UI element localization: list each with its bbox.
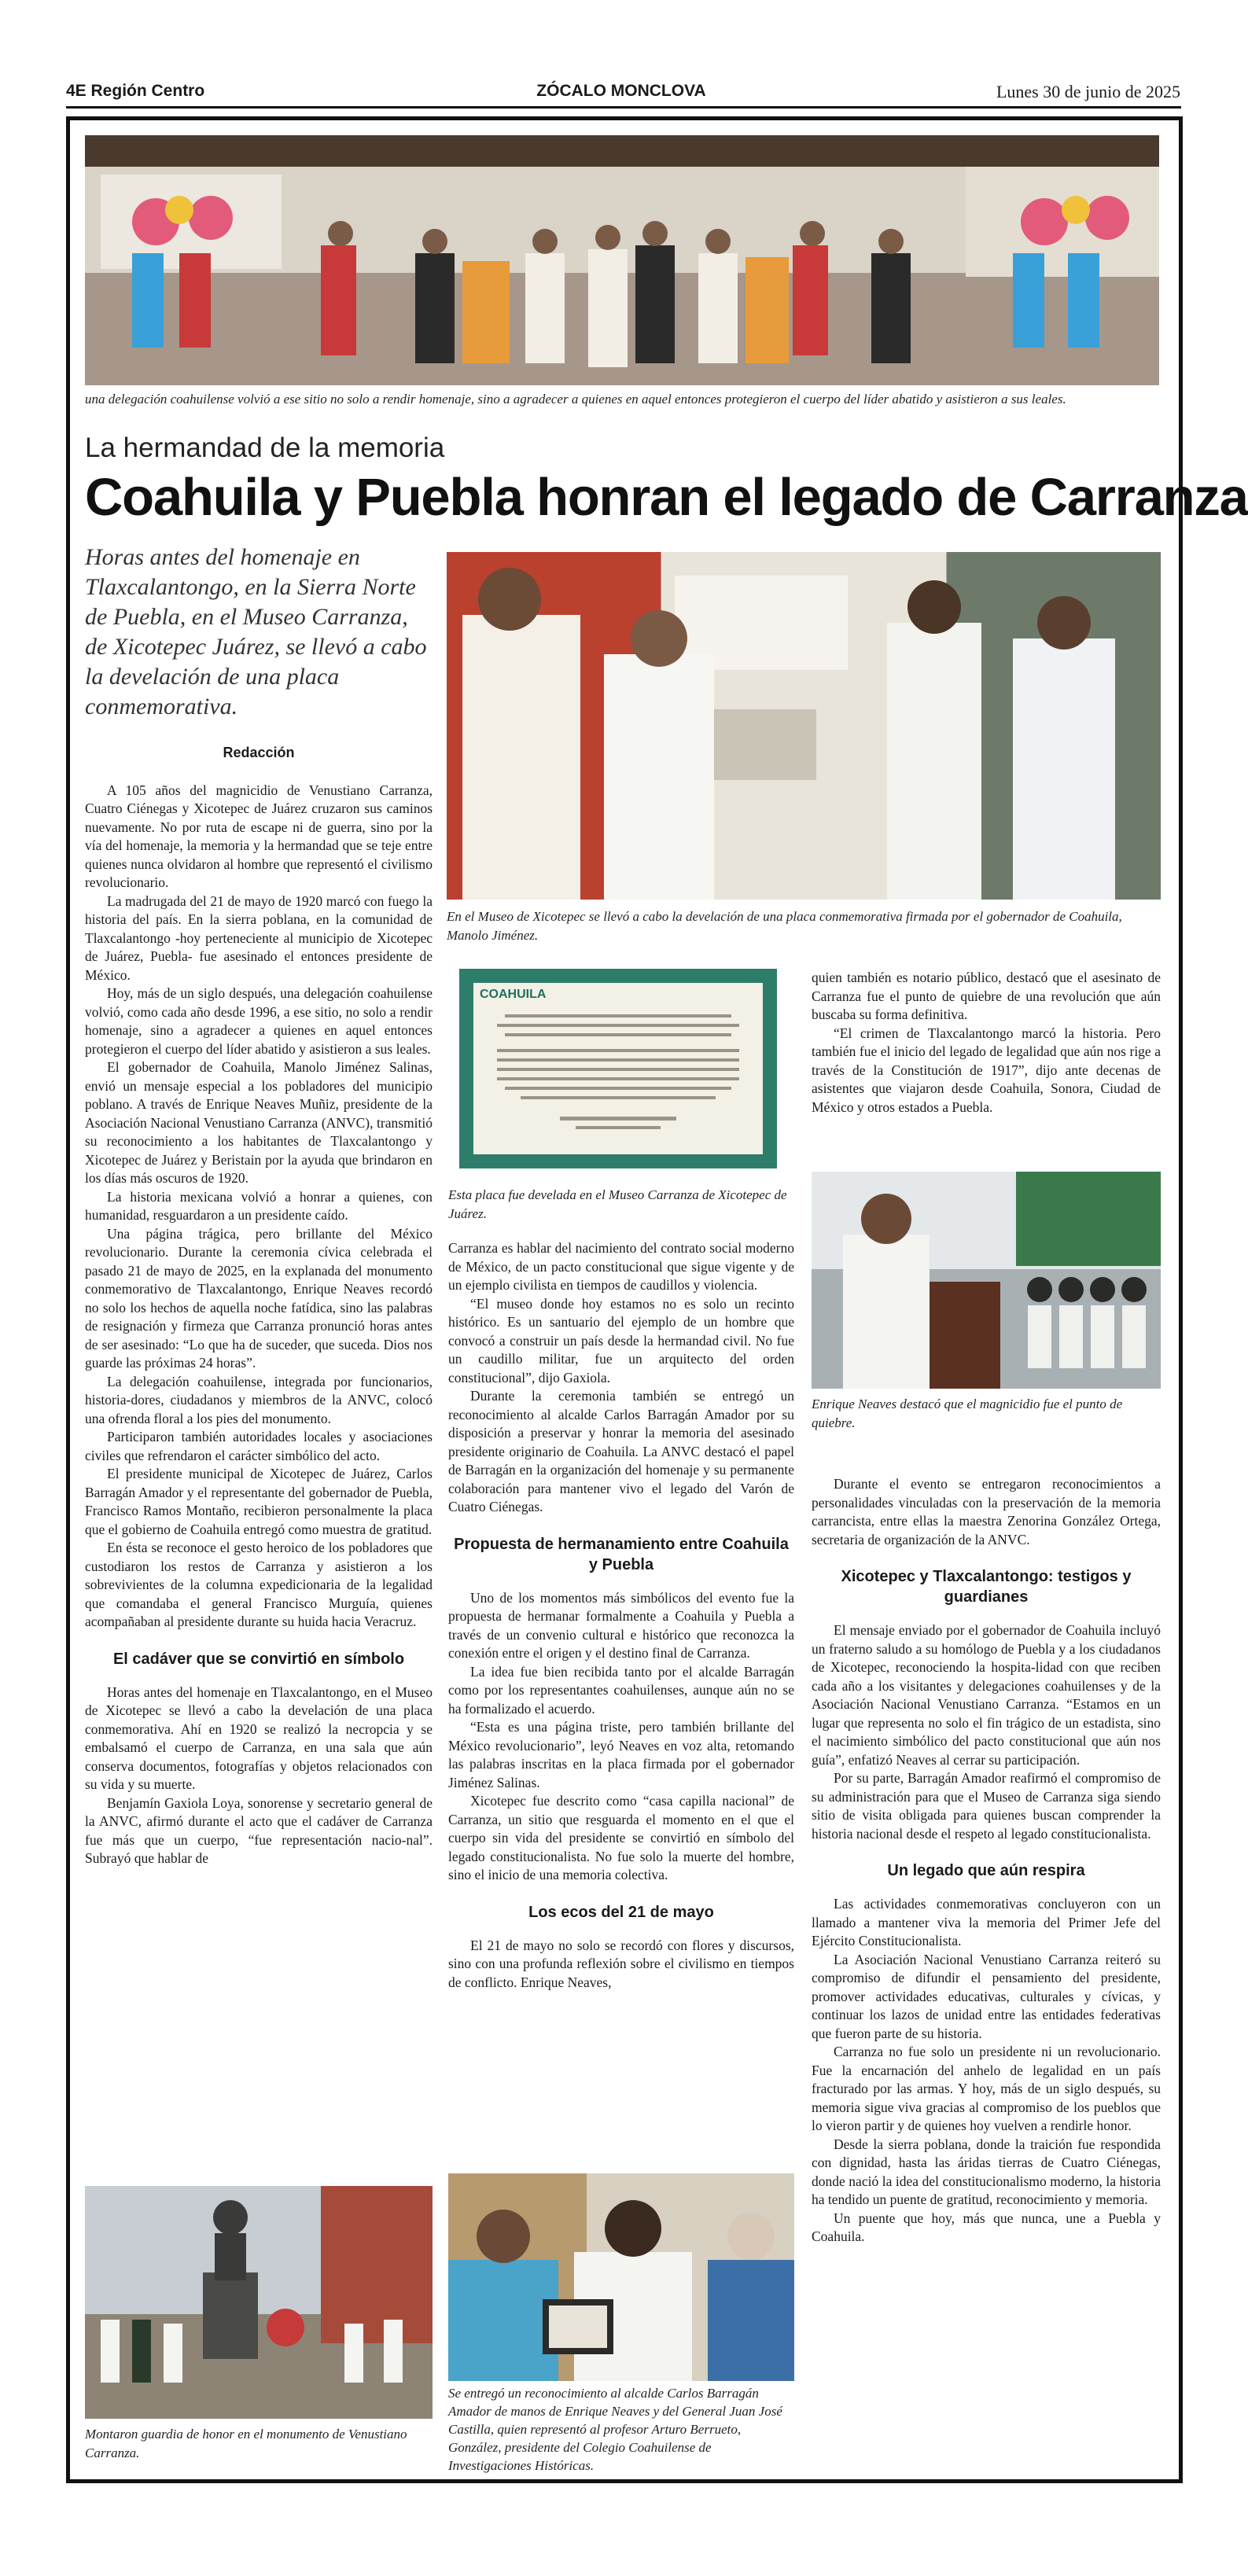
speaker-photo-figures: [812, 1172, 1161, 1389]
paragraph: La delegación coahuilense, integrada por funcionarios, historia-dores, ciudadanos y miembros de la ANVC, colocó una ofrenda floral a los pies del monumento.: [85, 1373, 433, 1426]
paragraph: Las actividades conmemorativas concluyeron con un llamado a mantener viva la memoria del Primer Jefe del Ejército Constitucionalista.: [812, 1896, 1161, 1949]
monument-photo-figures: [85, 2186, 433, 2419]
paragraph: El 21 de mayo no solo se recordó con flores y discursos, sino con una profunda reflexión sobre el civilismo en tiempos de conflicto. Enrique Neaves,: [448, 1937, 794, 1990]
paragraph: El presidente municipal de Xicotepec de Juárez, Carlos Barragán Amador y el representante del gobernador de Puebla, Francisco Ramos Montaño, recibieron personalmente la placa que el gobierno de Coahuila entregó como muestra de gratitud.: [85, 1466, 433, 1537]
unveiling-photo: [447, 552, 1161, 900]
group-photo: [85, 135, 1159, 385]
subheading: Propuesta de hermanamiento entre Coahuila y Puebla: [454, 1535, 789, 1573]
header-rule: [66, 106, 1181, 109]
plaque-photo: [459, 969, 777, 1168]
paragraph: El gobernador de Coahuila, Manolo Jiménez Salinas, envió un mensaje especial a los pobladores del municipio poblano. A través de Enrique Neaves Muñiz, presidente de la Asociación Nacional Venustiano Carranza (ANVC), transmitió su reconocimiento a los habitantes de Tlaxcalantongo y Xicotepec de Juárez y Beristain por la ayuda que brindaron en los días más oscuros de 1920.: [85, 1059, 433, 1186]
paragraph: Benjamín Gaxiola Loya, sonorense y secretario general de la ANVC, afirmó durante el acto que el cadáver de Carranza fue más que un cuerpo, “fue representación nacio-nal”. Subrayó que hablar de: [85, 1794, 433, 1866]
issue-date: Lunes 30 de junio de 2025: [996, 82, 1180, 101]
monument-photo-caption: Montaron guardia de honor en el monumento de Venustiano Carranza.: [85, 2427, 407, 2460]
publication-name: ZÓCALO MONCLOVA: [536, 82, 706, 100]
speaker-photo: [812, 1172, 1161, 1389]
subheading: Los ecos del 21 de mayo: [528, 1903, 714, 1921]
subheading: Un legado que aún respira: [887, 1862, 1085, 1879]
article-column-3-top: [812, 969, 1161, 1117]
unveiling-photo-figures: [447, 552, 1161, 900]
paragraph: A 105 años del magnicidio de Venustiano Carranza, Cuatro Ciénegas y Xicotepec de Juárez cruzaron sus caminos nuevamente. No por ruta de escape ni de guerra, sino por la vía del homenaje, la memoria y la hermandad que se teje entre quienes nunca olvidaron al hombre que representó el civilismo revolucionario.: [85, 782, 433, 890]
group-photo-figures: [85, 135, 1159, 385]
article-column-2: [448, 1239, 794, 1992]
paragraph: La madrugada del 21 de mayo de 1920 marcó con fuego la historia del país. En la sierra poblana, en la comunidad de Tlaxcalantongo -hoy perteneciente al municipio de Xicotepec de Juárez, Puebla- fue asesinado el entonces presidente de México.: [85, 892, 433, 983]
section-label: 4E Región Centro: [66, 82, 205, 100]
subheading: El cadáver que se convirtió en símbolo: [112, 1650, 405, 1668]
award-photo-caption: Se entregó un reconocimiento al alcalde Carlos Barragán Amador de manos de Enrique Neaves y del General Juan José Castilla, quien representó al profesor Arturo Berrueto, González, presidente del Colegio Coahuilense de Investigaciones Históricas.: [448, 2386, 782, 2473]
paragraph: “El museo donde hoy estamos no es solo un recinto histórico. Es un santuario del ejemplo de un hombre que convocó a construir un país desde la hermandad civil. No fue un caudillo militar, fue un arquitecto del orden constitucional”, dijo Gaxiola.: [448, 1295, 794, 1386]
headline: Coahuila y Puebla honran el legado de Carranza: [85, 468, 1248, 527]
top-photo-caption: una delegación coahuilense volvió a ese sitio no solo a rendir homenaje, sino a agradecer a quienes en aquel entonces protegieron el cuerpo del líder abatido y asistieron a sus leales.: [85, 392, 1066, 407]
speaker-photo-caption: Enrique Neaves destacó que el magnicidio fue el punto de quiebre.: [812, 1397, 1123, 1430]
paragraph: Horas antes del homenaje en Tlaxcalantongo, en el Museo de Xicotepec se llevó a cabo la develación de una placa conmemorativa. Ahí en 1920 se realizó la necropcia y se embalsamó el cuerpo de Carranza, en una sala que aún conserva documentos, fotografías y objetos relacionados con su vida y su muerte.: [85, 1684, 433, 1792]
paragraph: “Esta es una página triste, pero también brillante del México revolucionario”, leyó Neaves en voz alta, retomando las palabras inscritas en la placa firmada por el gobernador Jiménez Salinas.: [448, 1719, 794, 1790]
paragraph: Xicotepec fue descrito como “casa capilla nacional” de Carranza, un sitio que resguarda el momento en el que el cuerpo sin vida del presidente se convirtió en símbolo del legado constitucionalista. No fue solo la muerte del hombre, sino el inicio de una memoria colectiva.: [448, 1793, 794, 1882]
award-photo: [448, 2173, 794, 2381]
byline: Redacción: [223, 745, 295, 760]
paragraph: La historia mexicana volvió a honrar a quienes, con humanidad, resguardaron a un presidente caído.: [85, 1188, 433, 1223]
paragraph: La Asociación Nacional Venustiano Carranza reiteró su compromiso de difundir el pensamiento del presidente, promover actividades educativas, culturales y cívicas, y continuar los lazos de unidad entre las entidades federativas que fueron parte de su historia.: [812, 1951, 1161, 2041]
plaque-face: [473, 983, 763, 1154]
paragraph: En ésta se reconoce el gesto heroico de los pobladores que custodiaron los restos de Carranza y asistieron a los sobrevivientes de la columna expedicionaria de la legalidad que comandaba el general Francisco Murguía, quienes acompañaban al presidente durante su huida hacia Veracruz.: [85, 1540, 433, 1629]
paragraph: Uno de los momentos más simbólicos del evento fue la propuesta de hermanar formalmente a Coahuila y Puebla a través de un convenio cultural e histórico que reconozca la conexión entre el origen y el destino final de Carranza.: [448, 1589, 794, 1661]
paragraph: “El crimen de Tlaxcalantongo marcó la historia. Pero también fue el inicio del legado de legalidad que aún nos rige a través de la Constitución de 1917”, dijo ante decenas de asistentes que viajaron desde Coahuila, Sonora, Ciudad de México y otros estados a Puebla.: [812, 1025, 1161, 1115]
subheading: Xicotepec y Tlaxcalantongo: testigos y guardianes: [841, 1568, 1132, 1606]
paragraph: Hoy, más de un siglo después, una delegación coahuilense volvió, como cada año desde 1996, a ese sitio, no solo a rendir homenaje, sino a agradecer a quienes en aquel entonces protegieron el cuerpo del líder abatido y asistieron a sus leales.: [85, 985, 433, 1057]
unveiling-photo-caption: En el Museo de Xicotepec se llevó a cabo la develación de una placa conmemorativa firmada por el gobernador de Coahuila, Manolo Jiménez.: [447, 909, 1122, 943]
paragraph: La idea fue bien recibida tanto por el alcalde Barragán como por los representantes coahuilenses, aunque aún no se ha formalizado el acuerdo.: [448, 1663, 794, 1717]
paragraph: Durante la ceremonia también se entregó un reconocimiento al alcalde Carlos Barragán Amador por su disposición a preservar y honrar la memoria del asesinado presidente originario de Coahuila. La ANVC destacó el papel de Barragán en la organización del homenaje y su permanente colaboración para mantener vivo el legado del Varón de Cuatro Ciénegas.: [448, 1388, 794, 1514]
kicker: La hermandad de la memoria: [85, 432, 445, 463]
paragraph: El mensaje enviado por el gobernador de Coahuila incluyó un fraterno saludo a su homólogo de Puebla y a los ciudadanos de Xicotepec, reconociendo la hospita-lidad con que reciben cada año a los visitantes y delegaciones coahuilenses y de la Asociación Nacional Venustiano Carranza. “Estamos en un lugar que representa no solo el fin trágico de un estadista, sino el nacimiento simbólico del pacto constitucional que aún nos guía”, enfatizó Neaves al cerrar su participación.: [812, 1622, 1161, 1768]
plaque-logo: COAHUILA: [480, 988, 547, 1001]
paragraph: Un puente que hoy, más que nunca, une a Puebla y Coahuila.: [812, 2210, 1161, 2244]
paragraph: Durante el evento se entregaron reconocimientos a personalidades vinculadas con la preservación de la memoria carrancista, entre ellas la maestra Zenorina González Ortega, secretaria de organización de la ANVC.: [812, 1476, 1161, 1547]
plaque-photo-caption: Esta placa fue develada en el Museo Carranza de Xicotepec de Juárez.: [448, 1187, 787, 1221]
article-column-1: [85, 744, 433, 1868]
paragraph: Participaron también autoridades locales y asociaciones civiles que refrendaron el carácter simbólico del acto.: [85, 1429, 433, 1463]
paragraph: Carranza no fue solo un presidente ni un revolucionario. Fue la encarnación del anhelo de legalidad en un país fracturado por las armas. Y hoy, más de un siglo después, su memoria sigue viva gracias al compromiso de los pueblos que lo vieron partir y de quienes hoy vuelven a rendirle honor.: [812, 2044, 1161, 2133]
article-column-3-bottom: [812, 1475, 1161, 2247]
paragraph: Carranza es hablar del nacimiento del contrato social moderno de México, de un pacto constitucional que sigue vigente y de un ejemplo civilista en tiempos de caudillos y violencia.: [448, 1240, 794, 1293]
monument-photo: [85, 2186, 433, 2419]
paragraph: Por su parte, Barragán Amador reafirmó el compromiso de su administración para que el Museo de Carranza siga siendo sitio de visita obligada para quienes buscan comprender la historia nacional desde el respeto al legado constitucionalista.: [812, 1770, 1161, 1842]
award-photo-figures: [448, 2173, 794, 2381]
paragraph: quien también es notario público, destacó que el asesinato de Carranza fue el punto de quiebre de una revolución que aún buscaba su forma definitiva.: [812, 970, 1161, 1022]
plaque-text-lines: [473, 983, 763, 1154]
lead-paragraph: Horas antes del homenaje en Tlaxcalantongo, en la Sierra Norte de Puebla, en el Museo Carranza, de Xicotepec Juárez, se llevó a cabo la develación de una placa conmemorativa.: [85, 544, 427, 719]
paragraph: Una página trágica, pero brillante del México revolucionario. Durante la ceremonia cívica celebrada el pasado 21 de mayo de 2025, en la explanada del monumento conmemorativo de Tlaxcalantongo, Enrique Neaves recordó no solo los hechos de aquella noche fatídica, sino las palabras de resignación y firmeza que Carranza pronunció horas antes de ser asesinado: “Lo que ha de suceder, que suceda. Dios nos guarde las próximas 24 horas”.: [85, 1225, 433, 1371]
paragraph: Desde la sierra poblana, donde la traición fue respondida con dignidad, hasta las áridas tierras de Cuatro Ciénegas, donde nació la idea del constitucionalismo moderno, la historia ha tendido un puente de gratitud, reconocimiento y memoria.: [812, 2136, 1161, 2207]
